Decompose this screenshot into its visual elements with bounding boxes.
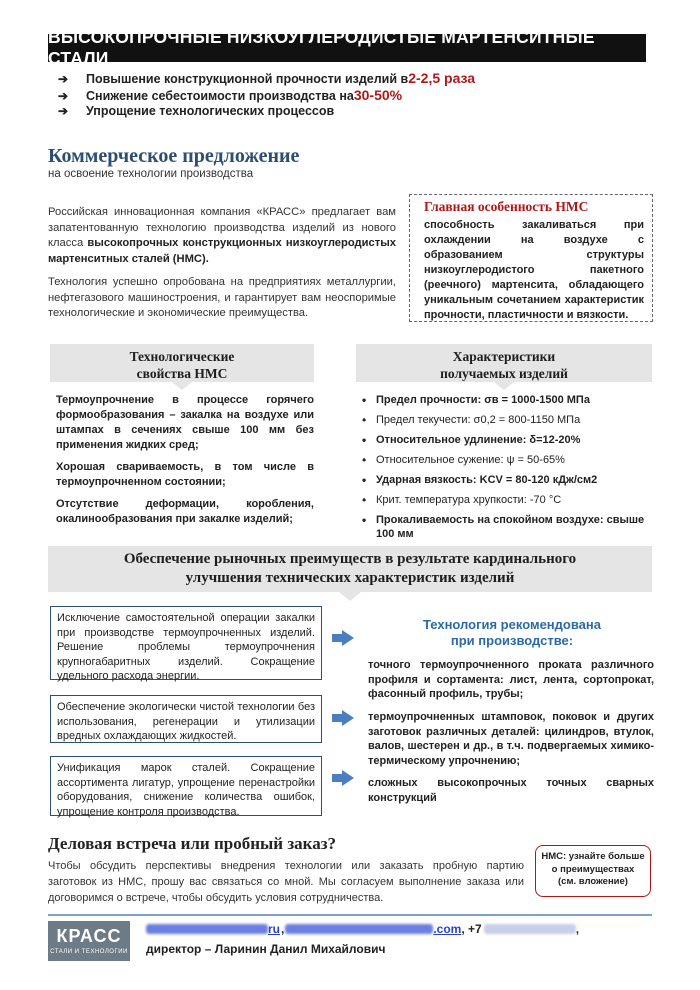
email-link[interactable]: .com xyxy=(433,922,462,936)
characteristics-list xyxy=(362,393,652,547)
recommended-title-line: Технология рекомендована xyxy=(423,617,601,632)
meeting-title: Деловая встреча или пробный заказ? xyxy=(48,834,337,853)
logo-tagline: СТАЛИ И ТЕХНОЛОГИИ xyxy=(50,949,128,955)
recommended-item: точного термоупрочненного проката различного профиля и сортамента: лист, лента, сортопрокат, фасонный профиль, трубы; xyxy=(368,659,654,700)
phone-prefix: , +7 xyxy=(461,922,482,936)
header-line: свойства НМС xyxy=(136,366,228,381)
intro-paragraph xyxy=(48,205,396,267)
benefit-item xyxy=(58,70,475,86)
characteristics-header xyxy=(356,344,652,382)
footer-divider xyxy=(48,914,652,916)
characteristic-item: • Прокаливаемость на спокойном воздухе: свыше 100 мм xyxy=(362,513,652,541)
recommended-item: термоупрочненных штамповок, поковок и других заготовок различных деталей: цилиндров, втулок, валов, шестерен и др., в т.ч. подвергаемых химико-термическому упрочнению; xyxy=(368,711,654,767)
recommended-title-line: при производстве: xyxy=(450,633,574,648)
characteristic-item: • Предел текучести: σ0,2 = 800-1150 МПа xyxy=(362,413,652,427)
website-link[interactable]: ru xyxy=(268,922,280,936)
recommended-item: сложных высокопрочных точных сварных конструкций xyxy=(368,777,654,804)
logo-text: КРАСС xyxy=(56,926,122,946)
benefit-text: Упрощение технологических процессов xyxy=(86,104,335,118)
property-item: Хорошая свариваемость, в том числе в термоупрочненном состоянии; xyxy=(56,461,314,488)
benefit-highlight: 30-50% xyxy=(353,87,403,103)
header-line: Технологические xyxy=(129,349,235,364)
benefit-text: Повышение конструкционной прочности изделий в xyxy=(86,72,409,86)
redacted-phone xyxy=(484,924,576,934)
arrow-right-icon: ➔ xyxy=(58,72,69,86)
characteristic-item: • Относительное удлинение: δ=12-20% xyxy=(362,433,652,447)
property-item: Термоупрочнение в процессе горячего формообразования – закалка на воздухе или штампах в сечениях свыше 100 мм без применения жидких сред; xyxy=(56,394,314,451)
characteristic-item: • Предел прочности: σв = 1000-1500 МПа xyxy=(362,393,652,407)
advantage-box: Обеспечение экологически чистой технологии без использования, регенерации и утилизации вредных охлаждающих жидкостей. xyxy=(50,695,322,743)
characteristic-item: • Относительное сужение: ψ = 50-65% xyxy=(362,453,652,467)
intro-text: Российская инновационная компания «КРАСС» предлагает вам запатентованную технологию производства изделий из нового класса xyxy=(48,206,396,249)
director-name: директор – Ларинин Данил Михайлович xyxy=(146,942,386,956)
recommended-title xyxy=(392,617,632,649)
header-line: Характеристики xyxy=(452,349,556,364)
benefit-text: Снижение себестоимости производства на xyxy=(86,89,354,103)
contact-line: ru , .com , +7 , xyxy=(146,922,579,936)
document-title: ВЫСОКОПРОЧНЫЕ НИЗКОУГЛЕРОДИСТЫЕ МАРТЕНСИТНЫЕ СТАЛИ xyxy=(48,34,646,62)
redacted-email xyxy=(285,924,433,934)
market-advantages-banner xyxy=(48,546,652,592)
company-logo xyxy=(48,921,130,961)
arrow-right-icon xyxy=(332,630,354,646)
badge-line: о преимуществах xyxy=(551,863,635,875)
tech-properties-list xyxy=(56,393,314,534)
arrow-right-icon xyxy=(332,770,354,786)
advantage-box: Унификация марок сталей. Сокращение ассортимента лигатур, упрощение перенастройки оборудования, снижение количества ошибок, упрощение контроля производства. xyxy=(50,756,322,816)
characteristic-item: • Ударная вязкость: KCV = 80-120 кДж/см2 xyxy=(362,473,652,487)
tech-properties-header xyxy=(50,344,314,382)
property-item: Отсутствие деформации, коробления, окалинообразования при закалке изделий; xyxy=(56,498,314,525)
meeting-text: Чтобы обсудить перспективы внедрения технологии или заказать пробную партию заготовок из НМС, прошу вас связаться со мной. Мы согласуем выполнение заказа или договоримся о встрече, чтобы обсудить условия сотрудничества. xyxy=(48,860,524,904)
benefit-item xyxy=(58,87,402,103)
badge-line: НМС: узнайте больше xyxy=(541,851,645,862)
feature-title: Главная особенность НМС xyxy=(424,199,589,214)
advantage-box: Исключение самостоятельной операции закалки при производстве термоупрочненных изделий. Решение проблемы термоупрочнения крупногабаритных изделий. Сокращение удельного расхода энергии. xyxy=(50,606,322,680)
header-line: получаемых изделий xyxy=(440,366,568,381)
arrow-right-icon: ➔ xyxy=(58,89,69,103)
offer-subtitle: на освоение технологии производства xyxy=(48,168,254,180)
phone-tail: , xyxy=(575,922,580,936)
feature-text: способность закаливаться при охлаждении на воздухе с образованием структуры низкоуглеродистого пакетного (реечного) мартенсита, обладающего уникальным сочетанием характеристик прочности, пластичности и вязкости. xyxy=(424,219,644,321)
offer-title: Коммерческое предложение xyxy=(48,145,300,167)
badge-line: (см. вложение) xyxy=(558,876,628,887)
intro-paragraph-2: Технология успешно опробована на предприятиях металлургии, нефтегазового машиностроения, и гарантирует вам неоспоримые технологические и экономические преимущества. xyxy=(48,276,396,319)
banner-line: Обеспечение рыночных преимуществ в результате кардинального xyxy=(123,551,577,567)
benefit-highlight: 2-2,5 раза xyxy=(408,70,476,86)
benefit-item xyxy=(58,104,334,118)
main-feature-box xyxy=(409,194,653,322)
arrow-right-icon: ➔ xyxy=(58,104,69,118)
learn-more-badge xyxy=(535,845,651,897)
redacted-website xyxy=(146,924,268,934)
banner-line: улучшения технических характеристик изделий xyxy=(185,570,515,586)
arrow-right-icon xyxy=(332,710,354,726)
characteristic-item: • Крит. температура хрупкости: -70 °С xyxy=(362,493,652,507)
intro-bold-text: высокопрочных конструкционных низкоуглеродистых мартенситных сталей (НМС). xyxy=(48,237,397,265)
